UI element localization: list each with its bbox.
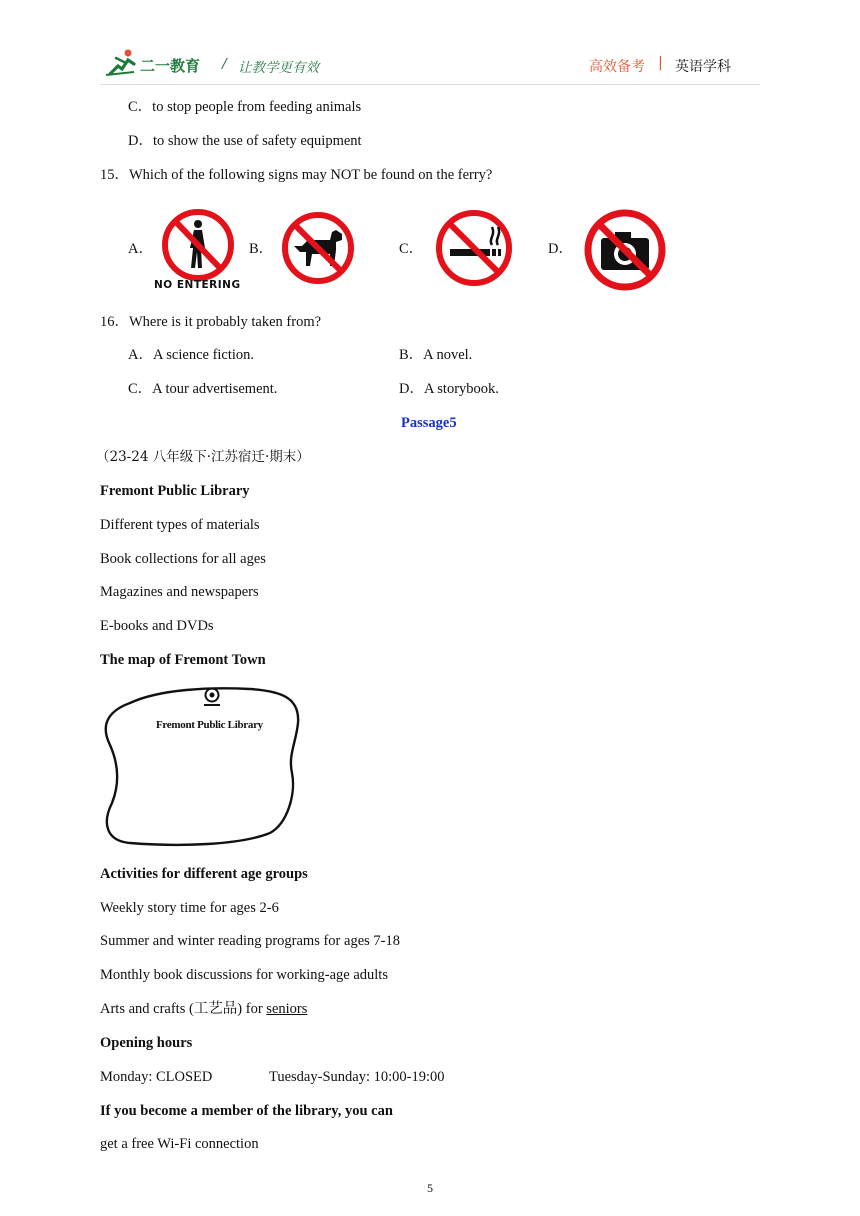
hours-tuesday-sunday: Tuesday-Sunday: 10:00-19:00 [269,1069,445,1085]
material-item: Different types of materials [100,517,260,533]
no-smoking-sign-icon [434,207,514,289]
activity-item: Monthly book discussions for working-age adults [100,967,388,983]
logo-text: 二一教育 [140,58,201,75]
town-map [100,683,310,849]
map-heading: The map of Fremont Town [100,652,266,668]
slash-divider: / [222,56,227,72]
arts-prefix: Arts and crafts (工艺品) for [100,1001,267,1017]
slogan: 让教学更有效 [238,60,319,76]
q14-option-d: D．to show the use of safety equipment [128,133,362,149]
header-rule [100,84,760,85]
q16-option-b: B．A novel. [399,347,473,363]
q16-stem: 16．Where is it probably taken from? [100,314,322,330]
map-library-label: Fremont Public Library [156,719,263,731]
q15-stem: 15．Which of the following signs may NOT be found on the ferry? [100,167,493,183]
q15-option-a-letter: A． [128,241,153,257]
member-item: get a free Wi-Fi connection [100,1136,259,1152]
header [100,46,760,84]
q15-option-a-sign [150,206,246,296]
q14-option-c: C．to stop people from feeding animals [128,99,362,115]
material-item: Magazines and newspapers [100,584,259,600]
underlined-word: seniors [266,1001,308,1017]
q16-option-c: C．A tour advertisement. [128,381,278,397]
activity-arts-item [100,1000,307,1018]
material-item: E-books and DVDs [100,618,214,634]
q15-option-c-letter: C． [399,241,424,257]
material-item: Book collections for all ages [100,551,266,567]
q15-option-b-letter: B． [249,241,274,257]
q15-option-c-sign [434,207,514,294]
hours-monday: Monday: CLOSED [100,1069,213,1085]
page-number: 5 [427,1181,433,1195]
library-heading: Fremont Public Library [100,483,250,499]
q16-option-d: D．A storybook. [399,381,499,397]
hours-heading: Opening hours [100,1035,193,1051]
location-pin-icon [202,687,222,709]
runner-logo-icon [104,48,140,78]
q16-option-a: A．A science fiction. [128,347,255,363]
activity-item: Weekly story time for ages 2-6 [100,900,279,916]
header-subject-label: 英语学科 [675,59,731,75]
passage-source: （23-24 八年级下·江苏宿迁·期末） [96,449,310,465]
no-entering-sign-icon [150,206,246,284]
no-camera-sign-icon [583,208,667,292]
activity-item: Summer and winter reading programs for ages 7-18 [100,933,400,949]
header-divider: | [658,55,663,71]
activities-heading: Activities for different age groups [100,866,308,882]
q15-option-d-sign [583,208,667,297]
no-entering-caption: NO ENTERING [154,279,241,291]
q15-option-b-sign [280,210,356,291]
no-dogs-sign-icon [280,210,356,286]
header-exam-label: 高效备考 [589,59,645,75]
member-heading: If you become a member of the library, you can [100,1103,393,1119]
q15-option-d-letter: D． [548,241,573,257]
passage-title: Passage5 [401,415,457,431]
